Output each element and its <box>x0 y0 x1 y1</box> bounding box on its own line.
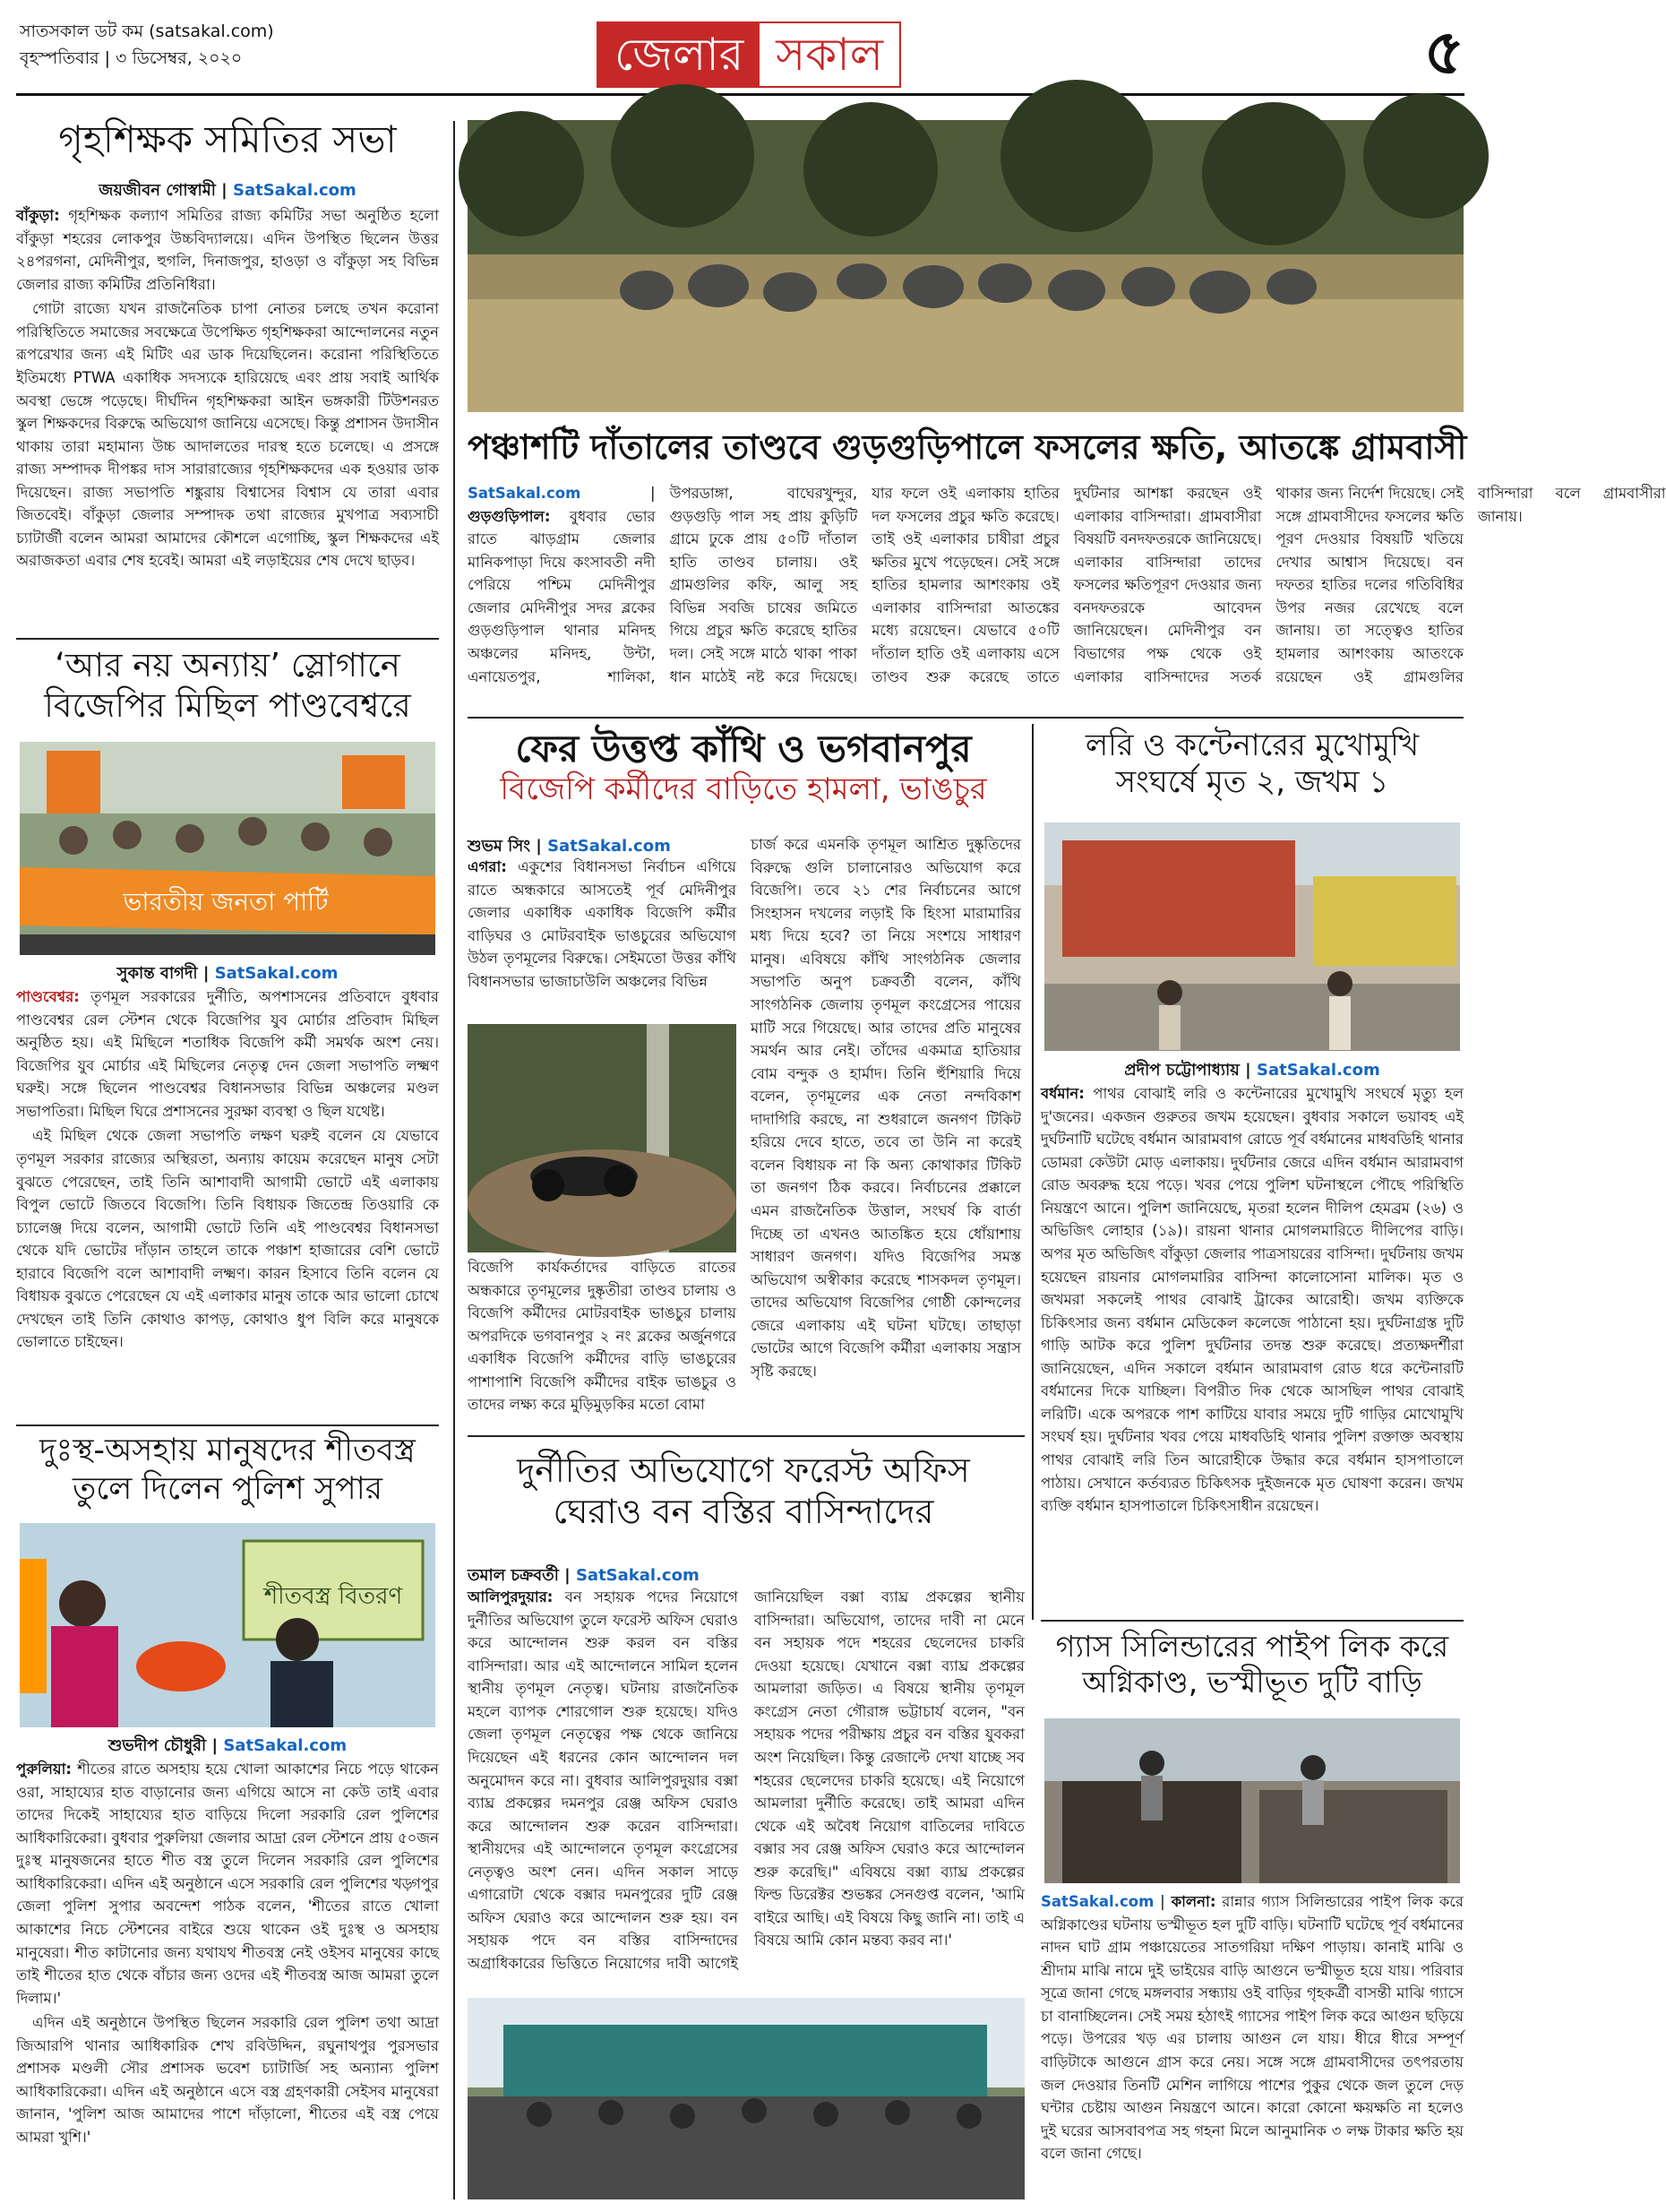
lead-body: SatSakal.com | গুড়গুড়িপাল: বুধবার ভোর রাতে ঝাড়গ্রাম জেলার মানিকপাড়া দিয়ে কংসাবতী নদী পেরিয়ে পশ্চিম মেদিনীপুর জেলার মেদিনীপুর সদর ব্লকের গুড়গুড়িপাল থানার মনিদহ অঞ্চলের মনিদহ, উন্টা, এনায়েতপুর, শালিকা, উপরডাঙ্গা, বাঘেরখুন্দুর, গুড়গুড়ি পাল সহ প্রায় কুড়িটি গ্রামে ঢুকে প্রায় ৫০টি দাঁতাল হাতি তাণ্ডব চালায়। ওই গ্রামগুলির কফি, আলু সহ বিভিন্ন সবজি চাষের জমিতে গিয়ে প্রচুর ক্ষতি করেছে হাতির দল। সেই সঙ্গে মাঠে থাকা পাকা ধান মাঠেই নষ্ট করে দিয়েছে। যার ফলে ওই এলাকায় হাতির দল ফসলের প্রচুর ক্ষতি করেছে। তাই ওই এলাকার চাষীরা প্রচুর ক্ষতির মুখে পড়েছেন। সেই সঙ্গে হাতির হামলার আশংকায় ওই এলাকার বাসিন্দারা আতঙ্কের মধ্যে রয়েছেন। যেভাবে ৫০টি দাঁতাল হাতি ওই এলাকায় এসে তাণ্ডব শুরু করেছে তাতে দুর্ঘটনার আশঙ্কা করছেন ওই এলাকার বাসিন্দারা। গ্রামবাসীরা বিষয়টি বনদফতরকে জানিয়েছে। এলাকার বাসিন্দারা তাদের ফসলের ক্ষতিপূরণ দেওয়ার জন্য বনদফতরকে আবেদন জানিয়েছেন। মেদিনীপুর বন বিভাগের পক্ষ থেকে ওই এলাকার বাসিন্দাদের সতর্ক থাকার জন্য নির্দেশ দিয়েছে। সেই সঙ্গে গ্রামবাসীদের ফসলের ক্ষতি পূরণ দেওয়ার বিষয়টি খতিয়ে দেখার আশ্বাস দিয়েছে। বন দফতর হাতির দলের গতিবিধির উপর নজর রেখেছে বলে জানায়। তা সত্ত্বেও হাতির হামলার আশংকায় আতংকে রয়েছেন ওই গ্রামগুলির বাসিন্দারা বলে গ্রামবাসীরা জানায়। <box>468 485 1666 685</box>
story6-site: SatSakal.com <box>575 1566 700 1585</box>
story2-headline <box>16 645 439 726</box>
masthead-date: বৃহস্পতিবার | ৩ ডিসেম্বর, ২০২০ <box>20 48 243 68</box>
story7-text: রান্নার গ্যাস সিলিন্ডারের পাইপ লিক করে অগ্নিকাণ্ডের ঘটনায় ভস্মীভূত হল দুটি বাড়ি। ঘটনাটি ঘটেছে পূর্ব বর্ধমানের নাদন ঘাট গ্রাম পঞ্চায়েতের সাতগরিয়া দক্ষিণ পাড়ায়। কানাই মাঝি ও শ্রীদাম মাঝি নামে দুই ভাইয়ের বাড়ি আগুনে ভস্মীভূত হয়ে যায়। পরিবার সূত্রে জানা গেছে মঙ্গলবার সন্ধ্যায় ওই বাড়ির গৃহকর্ত্রী বাসন্তী মাঝি গ্যাসে চা বানাচ্ছিলেন। সেই সময় হঠাৎই গ্যাসের পাইপ লিক করে আগুন ছড়িয়ে পড়ে। উপরের খড় এর চালায় আগুন লে যায়। ধীরে ধীরে সম্পূর্ণ বাড়িটাকে আগুনে গ্রাস করে নেয়। সঙ্গে সঙ্গে গ্রামবাসীদের তৎপরতায় জল দেওয়ার তিনটি মেশিন লাগিয়ে পাশের পুকুর থেকে জল তুলে দেড় ঘন্টার চেষ্টায় আগুন নিয়ন্ত্রণে আনে। কারো কোনো ক্ষয়ক্ষতি না হলেও দুই ঘরের আসবাবপত্র সহ গহনা মিলে আনুমানিক ৩ লক্ষ টাকার ক্ষতি হয় বলে জানা গেছে। <box>1041 1893 1464 2163</box>
story7-photo <box>1044 1718 1460 1883</box>
story7-dateline: কালনা: <box>1171 1893 1216 1910</box>
story7-headline-line2: অগ্নিকাণ্ড, ভস্মীভূত দুটি বাড়ি <box>1082 1665 1422 1700</box>
story4-right-text: চার্জ করে এমনকি তৃণমূল আশ্রিত দুষ্কৃতিদের বিরুদ্ধে গুলি চালানোরও অভিযোগ করে বিজেপি। তবে ২১ শের নির্বাচনের আগে সিংহাসন দখলের লড়াই কি হিংসা মারামারির মধ্য দিয়ে হবে? তা নিয়ে সংশয়ে সাধারণ মানুষ। এবিষয়ে কাঁথি সাংগঠনিক জেলার সভাপতি অনুপ চক্রবর্তী বলেন, কাঁথি সাংগঠনিক জেলায় তৃণমূল কংগ্রেসের পায়ের মাটি সরে গিয়েছে। আর তাদের প্রতি মানুষের সমর্থন আর নেই। তাঁদের একমাত্র হাতিয়ার বোম বন্দুক ও হার্মাদ। তিনি হুঁশিয়ারি দিয়ে বলেন, তৃণমূলের এক নেতা নন্দবিকাশ দাদাগিরি করছে, না শুধরালে জনগণ টিকিট হরিয়ে দেবে হাতে, তবে তা উনি না করেই বলেন বিধায়ক না কি অন্য কোথাকার টিকিট তা জনগণ ঠিক করবে। নির্বাচনের প্রক্কালে এমন রাজনৈতিক উত্তাল, সংঘর্ষ কি বার্তা দিচ্ছে তা এখনও আতঙ্কিত হয়ে ধোঁয়াশায় সাধারণ জনগণ। যদিও বিজেপির সমস্ত অভিযোগ অস্বীকার করেছে শাসকদল তৃণমূল। তাদের অভিযোগ বিজেপির গোষ্ঠী কোন্দলের জেরে এলাকায় এই ঘটনা ঘটছে। তাছাড়া ভোটের আগে বিজেপি কর্মীরা এলাকায় সন্ত্রাস সৃষ্টি করছে। <box>751 836 1021 1380</box>
story2-dateline: পাণ্ডবেশ্বর: <box>16 988 80 1005</box>
masthead-site: সাতসকাল ডট কম (satsakal.com) <box>20 22 274 41</box>
story5-photo <box>1044 822 1460 1051</box>
story5-text: পাথর বোঝাই লরি ও কন্টেনারের মুখোমুখি সংঘর্ষে মৃত্যু হল দু'জনের। একজন গুরুতর জখম হয়েছেন। বুধবার সকালে ভয়াবহ এই দুর্ঘটনাটি ঘটেছে বর্ধমান আরামবাগ রোডে পূর্ব বর্ধমানের মাধবডিহি থানার ডোমরা কেউটা মোড় এলাকায়। দুর্ঘটনার জেরে এদিন বর্ধমান আরামবাগ রোড অবরুদ্ধ হয়ে পড়ে। খবর পেয়ে পুলিশ ঘটনাস্থলে পৌছে পরিস্থিতি নিয়ন্ত্রণে আনে। পুলিশ জানিয়েছে, মৃতরা হলেন দীলিপ হেমব্রম (২৬) ও অভিজিৎ লোহার (১৯)। রায়না থানার মোগলমারিতে দীলিপের বাড়ি। অপর মৃত অভিজিৎ বাঁকুড়া জেলার পাত্রসায়রের বাসিন্দা। দুর্ঘটনায় জখম হয়েছেন রায়নার মোগলমারির বাসিন্দা কালোসোনা মালিক। মৃত ও জখমরা সকলেই পাথর বোঝাই ট্রাকের আরোহী। জখম ব্যক্তিকে চিকিৎসার জন্য বর্ধমান মেডিকেল কলেজে পাঠানো হয়। দুর্ঘটনাগ্রস্ত দুটি গাড়ি আটক করে পুলিশ দুর্ঘটনার তদন্ত শুরু করেছে। প্রত্যক্ষদর্শীরা জানিয়েছেন, এদিন সকালে বর্ধমান আরামবাগ রোড ধরে কন্টেনারটি বর্ধমানের দিকে যাচ্ছিল। বিপরীত দিক থেকে আসছিল পাথর বোঝাই লরিটি। একে অপরকে পাশ কাটিয়ে যাবার সময়ে দুটি গাড়ির মোখোমুখি সংঘর্ষ হয়। দুর্ঘটনার খবর পেয়ে মাধবডিহি থানার পুলিশ রক্তাক্ত অবস্থায় পাথর বোঝাই লরি তিন আরোহীকে উদ্ধার করে বর্ধমান হাসপাতালে পাঠায়। সেখানে কর্তব্যরত চিকিৎসক দুইজনকে মৃত ঘোষণা করেন। জখম ব্যক্তি বর্ধমান হাসপাতালে চিকিৎসাধীন রয়েছেন। <box>1041 1085 1464 1515</box>
story4-site: SatSakal.com <box>547 837 671 856</box>
story3-body <box>16 1758 439 2201</box>
logo-part1: জেলার <box>598 23 760 86</box>
story3-site: SatSakal.com <box>223 1736 348 1755</box>
story2-photo <box>20 742 435 955</box>
column-divider <box>1032 724 1034 1620</box>
story1-dateline: বাঁকুড়া: <box>16 207 60 224</box>
story5-headline-line2: সংঘর্ষে মৃত ২, জখম ১ <box>1115 764 1389 801</box>
story6-dateline: আলিপুরদুয়ার: <box>468 1588 554 1605</box>
story4-right <box>751 833 1021 1424</box>
masthead-info <box>20 18 274 72</box>
story2-body <box>16 986 439 1416</box>
story4-left1-text: একুশের বিধানসভা নির্বাচন এগিয়ে রাতে অন্ধকারে আসতেই পূর্ব মেদিনীপুর জেলার একাধিক একাধিক বিজেপি কর্মীর বাড়িঘর ও মোটরবাইক ভাঙচুরের অভিযোগ উঠল তৃণমূলের বিরুদ্ধে। সেইমতো উত্তর কাঁথি বিধানসভার ভাজাচাউলি অঞ্চলের বিভিন্ন <box>468 858 736 990</box>
story1-headline: গৃহশিক্ষক সমিতির সভা <box>58 117 397 161</box>
story6-author: তমাল চক্রবর্তী <box>468 1566 559 1585</box>
story5-author: প্রদীপ চট্টোপাধ্যায় <box>1124 1061 1240 1080</box>
story7-headline <box>1041 1629 1464 1701</box>
story4-left2-text: বিজেপি কার্যকর্তাদের বাড়িতে রাতের অন্ধকারে তৃণমূলের দুষ্কৃতীরা তাণ্ডব চালায় ও বিজেপি কর্মীদের মোটরবাইক ভাঙচুর চালায় অপরদিকে ভগবানপুর ২ নং ব্লকের অর্জুনগরে একাধিক বিজেপি কর্মীদের বাড়ি ভাঙচুরের পাশাপাশি বিজেপি কর্মীদের বাইক ভাঙচুর ও তাদের লক্ষ্য করে মুড়িমুড়কির মতো বোমা <box>468 1259 736 1414</box>
lead-headline: পঞ্চাশটি দাঁতালের তাণ্ডবে গুড়গুড়িপালে ফসলের ক্ষতি, আতঙ্কে গ্রামবাসী <box>468 427 1467 467</box>
story5-site: SatSakal.com <box>1256 1061 1380 1080</box>
story4-photo <box>468 1024 736 1252</box>
story5-body <box>1041 1082 1464 1613</box>
divider <box>468 717 1464 719</box>
story5-headline-line1: লরি ও কন্টেনারের মুখোমুখি <box>1085 727 1420 763</box>
story4-byline: শুভম সিং | SatSakal.com <box>468 837 671 856</box>
story4-left1 <box>468 856 736 1019</box>
story1-p2: গোটা রাজ্যে যখন রাজনৈতিক চাপা নোতর চলছে তখন করোনা পরিস্থিতিতে সমাজের সবক্ষেত্রে উপেক্ষিত গৃহশিক্ষকরা আন্দোলনের নতুন রূপরেখার জন্য এই মিটিং এর ডাক দিয়েছিলেন। করোনা পরিস্থিতিতে ইতিমধ্যে PTWA একাধিক সদস্যকে হারিয়েছে এবং প্রায় সবাই আর্থিক অবস্থা ভেঙ্গে পড়েছে। দীর্ঘদিন গৃহশিক্ষকরা আইন ভঙ্গকারী টিউশনরত স্কুল শিক্ষকদের বিরুদ্ধে অভিযোগ জানিয়ে এসেছে। কিন্তু প্রশাসন উদাসীন থাকায় তারা মহামান্য উচ্চ আদালতের দারস্থ হতে চলেছে। এ প্রসঙ্গে রাজ্য সম্পাদক দীপঙ্কর দাস সারারাজ্যের গৃহশিক্ষকদের এক হওয়ার ডাক দিয়েছেন। রাজ্য সভাপতি শঙ্কুরায় বিশ্বাসের বিশ্বাস যে তারা এবার জিতবেই। বাঁকুড়া জেলার সম্পাদক তথা রাজ্যের মুখপাত্র সব্যসাচী চ্যাটার্জী বলেন আমরা আমাদের কৌশলে এগোচ্ছি, স্কুল শিক্ষকদের এই অরাজকতা এবার শেষ হবেই। আমরা এই লড়াইয়ের শেষ দেখে ছাড়ব। <box>16 300 439 570</box>
story3-photo <box>20 1523 435 1727</box>
story6-body <box>468 1586 1025 1989</box>
lead-text: বুধবার ভোর রাতে ঝাড়গ্রাম জেলার মানিকপাড়া দিয়ে কংসাবতী নদী পেরিয়ে পশ্চিম মেদিনীপুর জেলার মেদিনীপুর সদর ব্লকের গুড়গুড়িপাল থানার মনিদহ অঞ্চলের মনিদহ, উন্টা, এনায়েতপুর, শালিকা, উপরডাঙ্গা, বাঘেরখুন্দুর, গুড়গুড়ি পাল সহ প্রায় কুড়িটি গ্রামে ঢুকে প্রায় ৫০টি দাঁতাল হাতি তাণ্ডব চালায়। ওই গ্রামগুলির কফি, আলু সহ বিভিন্ন সবজি চাষের জমিতে গিয়ে প্রচুর ক্ষতি করেছে হাতির দল। সেই সঙ্গে মাঠে থাকা পাকা ধান মাঠেই নষ্ট করে দিয়েছে। যার ফলে ওই এলাকায় হাতির দল ফসলের প্রচুর ক্ষতি করেছে। তাই ওই এলাকার চাষীরা প্রচুর ক্ষতির মুখে পড়েছেন। সেই সঙ্গে হাতির হামলার আশংকায় ওই এলাকার বাসিন্দারা আতঙ্কের মধ্যে রয়েছেন। যেভাবে ৫০টি দাঁতাল হাতি ওই এলাকায় এসে তাণ্ডব শুরু করেছে তাতে দুর্ঘটনার আশঙ্কা করছেন ওই এলাকার বাসিন্দারা। গ্রামবাসীরা বিষয়টি বনদফতরকে জানিয়েছে। এলাকার বাসিন্দারা তাদের ফসলের ক্ষতিপূরণ দেওয়ার জন্য বনদফতরকে আবেদন জানিয়েছেন। মেদিনীপুর বন বিভাগের পক্ষ থেকে ওই এলাকার বাসিন্দাদের সতর্ক থাকার জন্য নির্দেশ দিয়েছে। সেই সঙ্গে গ্রামবাসীদের ফসলের ক্ষতি পূরণ দেওয়ার বিষয়টি খতিয়ে দেখার আশ্বাস দিয়েছে। বন দফতর হাতির দলের গতিবিধির উপর নজর রেখেছে বলে জানায়। তা সত্ত্বেও হাতির হামলার আশংকায় আতংকে রয়েছেন ওই গ্রামগুলির বাসিন্দারা বলে গ্রামবাসীরা জানায়। <box>468 485 1666 685</box>
divider <box>1041 1620 1464 1622</box>
story3-p1: শীতের রাতে অসহায় হয়ে খোলা আকাশের নিচে পড়ে থাকেন ওরা, সাহায্যের হাত বাড়ানোর জন্য এগিয়ে আসে না কেউ তাই এবার তাদের দিকেই সাহায্যের হাত বাড়িয়ে দিলো সরকারি রেল পুলিশের আধিকারিকেরা। বুধবার পুরুলিয়া জেলার আদ্রা রেল স্টেশনে প্রায় ৫০জন দুঃস্থ মানুষজনের হাতে শীত বস্ত্র তুলে দিলেন সরকারি রেল পুলিশের আধিকারিকেরা। এদিন এই অনুষ্ঠানে এসে সরকারি রেল পুলিশের খড়্গপুর জেলা পুলিশ সুপার অবন্দেশ পাঠক বলেন, 'শীতের রাতে খোলা আকাশের নিচে স্টেশনের বাইরে শুয়ে থাকেন ওই দুঃস্থ ও অসহায় মানুষেরা। শীত কাটানোর জন্য যথাযথ শীতবস্ত্র নেই ওইসব মানুষের কাছে তাই শীতের হাত থেকে বাঁচার জন্য ওদের এই শীতবস্ত্র আজ আমরা তুলে দিলাম।' <box>16 1760 439 2007</box>
story4-headline-line2: বিজেপি কর্মীদের বাড়িতে হামলা, ভাঙচুর <box>500 771 987 808</box>
story3-banner: শীতবস্ত্র বিতরণ <box>263 1583 403 1610</box>
story6-byline: তমাল চক্রবর্তী | SatSakal.com <box>468 1566 700 1585</box>
story2-banner-text: ভারতীয় জনতা পার্টি <box>123 887 329 917</box>
story2-p1: তৃণমূল সরকারের দুর্নীতি, অপশাসনের প্রতিবাদে বুধবার পাণ্ডবেশ্বর রেল স্টেশন থেকে বিজেপির যুব মোর্চার প্রতিবাদ মিছিল অনুষ্ঠিত হয়। এই মিছিলে শতাধিক বিজেপি কর্মী সমর্থক অংশ নেয়। বিজেপির যুব মোর্চার এই মিছিলের নেতৃত্ব দেন জেলা সভাপতি লক্ষ্মণ ঘরুই। সঙ্গে ছিলেন পাণ্ডবেশ্বর বিধানসভার বিভিন্ন অঞ্চলের মণ্ডল সভাপতিরা। মিছিল ঘিরে প্রশাসনের সুরক্ষা ব্যবস্থা ও ছিল যথেষ্ট। <box>16 988 440 1120</box>
story1-byline: জয়জীবন গোস্বামী | SatSakal.com <box>99 181 356 200</box>
story2-author: সুকান্ত বাগদী <box>116 964 198 983</box>
story2-headline-line1: ‘আর নয় অন্যায়’ স্লোগানে <box>55 646 400 684</box>
story2-headline-line2: বিজেপির মিছিল পাণ্ডবেশ্বরে <box>44 686 411 726</box>
story6-photo <box>468 1998 1025 2199</box>
divider <box>16 638 439 640</box>
divider <box>16 1424 439 1426</box>
story6-headline <box>457 1450 1030 1533</box>
story7-headline-line1: গ্যাস সিলিন্ডারের পাইপ লিক করে <box>1055 1629 1449 1664</box>
story5-byline: প্রদীপ চট্টোপাধ্যায় | SatSakal.com <box>1124 1061 1380 1080</box>
masthead-rule <box>16 93 1464 96</box>
story3-byline: শুভদীপ চৌধুরী | SatSakal.com <box>107 1736 348 1755</box>
story2-site: SatSakal.com <box>214 964 339 983</box>
story1-p1: গৃহশিক্ষক কল্যাণ সমিতির রাজ্য কমিটির সভা অনুষ্ঠিত হলো বাঁকুড়া শহরের লোকপুর উচ্চবিদ্যালয়ে। এদিন উপস্থিত ছিলেন উত্তর ২৪পরগনা, মেদিনীপুর, হুগলি, দিনাজপুর, হাওড়া ও বাঁকুড়া সহ বিভিন্ন জেলার রাজ্য কমিটির প্রতিনিধিরা। <box>16 207 439 293</box>
logo-part2: সকাল <box>760 23 899 86</box>
lead-site: SatSakal.com <box>468 485 581 502</box>
story5-headline <box>1041 727 1464 802</box>
story1-site: SatSakal.com <box>233 181 356 200</box>
story3-p2: এদিন এই অনুষ্ঠানে উপস্থিত ছিলেন সরকারি রেল পুলিশ তথা আদ্রা জিআরপি থানার আধিকারিক শেখ রবিউদ্দিন, রঘুনাথপুর পুরসভার প্রশাসক মণ্ডলী সৌর প্রশাসক ভবেশ চ্যাটার্জি সহ অন্যান্য পুলিশ আধিকারিকেরা। এদিন এই অনুষ্ঠানে এসে বস্ত্র গ্রহণকারী সেইসব মানুষেরা জানান, 'পুলিশ আজ আমাদের পাশে দাঁড়ালো, শীতের এই বস্ত্র পেয়ে আমরা খুশি।' <box>16 2014 439 2146</box>
story2-byline: সুকান্ত বাগদী | SatSakal.com <box>116 964 339 983</box>
story7-body: SatSakal.com | কালনা: রান্নার গ্যাস সিলিন্ডারের পাইপ লিক করে অগ্নিকাণ্ডের ঘটনায় ভস্মীভূত হল দুটি বাড়ি। ঘটনাটি ঘটেছে পূর্ব বর্ধমানের নাদন ঘাট গ্রাম পঞ্চায়েতের সাতগরিয়া দক্ষিণ পাড়ায়। কানাই মাঝি ও শ্রীদাম মাঝি নামে দুই ভাইয়ের বাড়ি আগুনে ভস্মীভূত হয়ে যায়। পরিবার সূত্রে জানা গেছে মঙ্গলবার সন্ধ্যায় ওই বাড়ির গৃহকর্ত্রী বাসন্তী মাঝি গ্যাসে চা বানাচ্ছিলেন। সেই সময় হঠাৎই গ্যাসের পাইপ লিক করে আগুন ছড়িয়ে পড়ে। উপরের খড় এর চালায় আগুন লে যায়। ধীরে ধীরে সম্পূর্ণ বাড়িটাকে আগুনে গ্রাস করে নেয়। সঙ্গে সঙ্গে গ্রামবাসীদের তৎপরতায় জল দেওয়ার তিনটি মেশিন লাগিয়ে পাশের পুকুর থেকে জল তুলে দেড় ঘন্টার চেষ্টায় আগুন নিয়ন্ত্রণে আনে। কারো কোনো ক্ষয়ক্ষতি না হলেও দুই ঘরের আসবাবপত্র সহ গহনা মিলে আনুমানিক ৩ লক্ষ টাকার ক্ষতি হয় বলে জানা গেছে। <box>1041 1893 1464 2163</box>
story5-dateline: বর্ধমান: <box>1041 1085 1085 1102</box>
story3-headline-line1: দুঃস্থ-অসহায় মানুষদের শীতবস্ত্র <box>39 1433 416 1468</box>
story4-author: শুভম সিং <box>468 837 530 856</box>
lead-dateline: গুড়গুড়িপাল: <box>468 507 551 525</box>
page-number: ৫ <box>1423 15 1464 89</box>
lead-photo <box>468 120 1464 412</box>
story3-headline <box>16 1432 439 1508</box>
story2-p2: এই মিছিল থেকে জেলা সভাপতি লক্ষণ ঘরুই বলেন যে যেভাবে তৃণমূল সরকার রাজ্যের অস্থিরতা, অন্যায় কায়েম করেছেন মানুষ সেটা বুঝতে পেরেছেন, তাই তিনি আশাবাদী আগামী ভোটে এই এলাকায় বিপুল ভোটে জিতবে বিজেপি। তিনি বিধায়ক জিতেন্দ্র তিওয়ারি কে চ্যালেঞ্জ দিয়ে বলেন, আগামী ভোটে তিনি এই পাণ্ডবেশ্বর বিধানসভা থেকে যদি ভোটের দাঁড়ান তাহলে তাকে পঞ্চাশ হাজারের বেশি ভোটে হারাবে বিজেপি বলে আশাবাদী লক্ষ্মণ। কারন হিসাবে তিনি বলেন যে বিধায়ক বুঝতে পেরেছেন যে এই এলাকার মানুষ তাকে আর ভালো চোখে দেখছেন তাই তিনি কোথাও কাপড়, কোথাও ধুপ বিলি করে মানুষকে ভোলাতে চাইছেন। <box>16 1127 439 1351</box>
story6-headline-line1: দুর্নীতির অভিযোগে ফরেস্ট অফিস <box>517 1450 970 1490</box>
story3-headline-line2: তুলে দিলেন পুলিশ সুপার <box>72 1470 383 1507</box>
story6-headline-line2: ঘেরাও বন বস্তির বাসিন্দাদের <box>553 1492 934 1532</box>
story4-dateline: এগরা: <box>468 858 507 875</box>
story4-left2 <box>468 1256 736 1424</box>
column-divider <box>453 121 455 2199</box>
story4-headline-line1: ফের উত্তপ্ত কাঁথি ও ভগবানপুর <box>515 727 972 770</box>
masthead-logo <box>597 22 901 88</box>
divider <box>468 1435 1025 1437</box>
story7-site: SatSakal.com <box>1041 1893 1155 1910</box>
story3-author: শুভদীপ চৌধুরী <box>107 1736 207 1755</box>
story4-headline <box>457 726 1030 809</box>
story1-body <box>16 204 439 627</box>
story1-author: জয়জীবন গোস্বামী <box>99 181 216 200</box>
story3-dateline: পুরুলিয়া: <box>16 1760 72 1777</box>
story6-text: বন সহায়ক পদের নিয়োগে দুর্নীতির অভিযোগ তুলে ফরেস্ট অফিস ঘেরাও করে আন্দোলন শুরু করল বন বস্তির বাসিন্দারা। আর এই আন্দোলনে সামিল হলেন স্থানীয় তৃণমূল নেতৃত্ব। ঘটনায় রাজনৈতিক মহলে ব্যাপক শোরগোল শুরু হয়েছে। যদিও জেলা তৃণমূল নেতৃত্বের পক্ষ থেকে জানিয়ে দিয়েছেন এই ধরনের কোন আন্দোলন দল অনুমোদন করে না। বুধবার আলিপুরদুয়ার বক্সা ব্যাঘ্র প্রকল্পের দমনপুর রেঞ্জ অফিস ঘেরাও করে আন্দোলন শুরু করেন বাসিন্দারা। স্থানীয়দের এই আন্দোলনে তৃণমূল কংগ্রেসের নেতৃত্বও অংশ নেন। এদিন সকাল সাড়ে এগারোটা থেকে বক্সার দমনপুরের দুটি রেঞ্জ অফিস ঘেরাও করে আন্দোলন শুরু হয়। বন সহায়ক পদে বন বস্তির বাসিন্দাদের অগ্রাধিকারের ভিত্তিতে নিয়োগের দাবী আগেই জানিয়েছিল বক্সা ব্যাঘ্র প্রকল্পের স্থানীয় বাসিন্দারা। অভিযোগ, তাদের দাবী না মেনে বন সহায়ক পদে শহরের ছেলেদের চাকরি দেওয়া হয়েছে। যেখানে বক্সা ব্যাঘ্র প্রকল্পের আমলারা জড়িত। এ বিষয়ে স্থানীয় তৃণমূল কংগ্রেস নেতা গৌরাঙ্গ ভট্টাচার্য বলেন, "বন সহায়ক পদের পরীক্ষায় প্রচুর বন বস্তির যুবকরা অংশ নিয়েছিল। কিন্তু রেজাল্টে দেখা যাচ্ছে সব শহরের ছেলেদের চাকরি হয়েছে। এই নিয়োগে আমলারা দুর্নীতি করেছে। তাই আমরা এদিন থেকে এই অবৈধ নিয়োগ বাতিলের দাবিতে বক্সার সব রেঞ্জ অফিস ঘেরাও করে আন্দোলন শুরু করেছি।" এবিষয়ে বক্সা ব্যাঘ্র প্রকল্পের ফিল্ড ডিরেক্টর শুভঙ্কর সেনগুপ্ত বলেন, 'আমি বাইরে আছি। এই বিষয়ে কিছু জানি না। তাই এ বিষয়ে আমি কোন মন্তব্য করব না।' <box>468 1588 1025 1972</box>
